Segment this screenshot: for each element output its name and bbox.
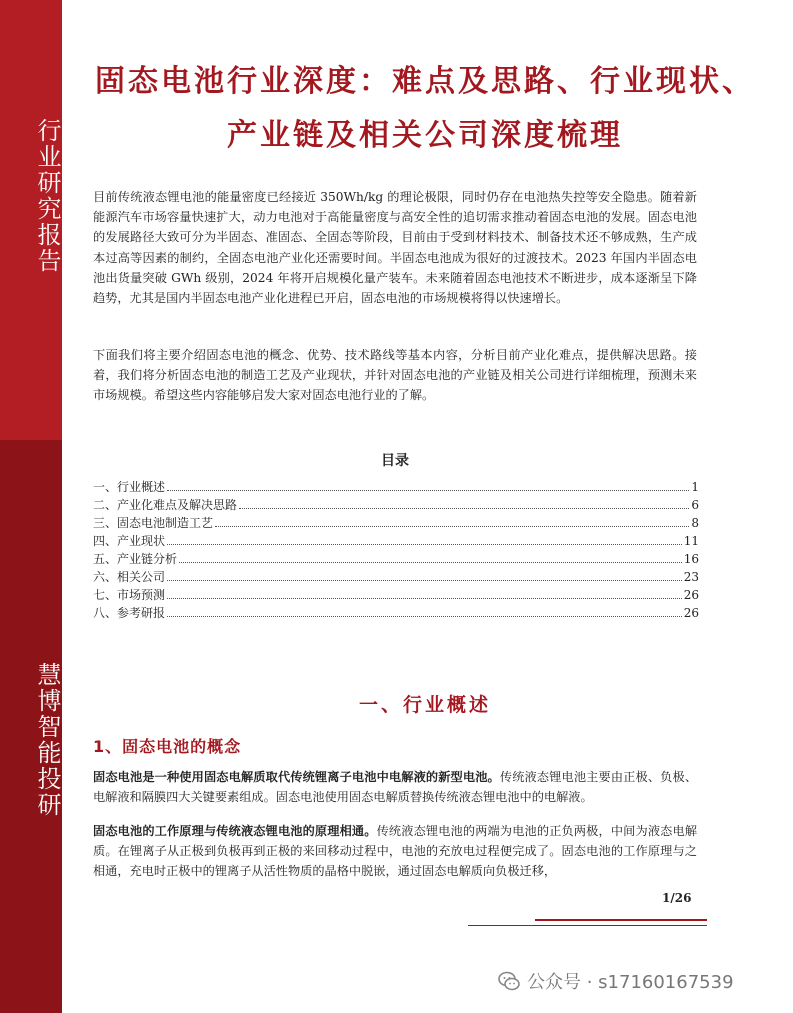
toc-item-supply-chain[interactable] [93, 550, 699, 568]
toc-item-label: 一、行业概述 [93, 480, 166, 494]
footer-rule-thin [468, 925, 707, 926]
toc-leader-dots [167, 490, 689, 491]
toc-leader-dots [179, 562, 682, 563]
toc-item-manufacturing[interactable] [93, 514, 699, 532]
table-of-contents [93, 478, 699, 622]
toc-item-page: 26 [683, 588, 699, 602]
body-paragraph-2 [93, 821, 697, 882]
wechat-watermark [497, 968, 734, 994]
intro-paragraph-2: 下面我们将主要介绍固态电池的概念、优势、技术路线等基本内容，分析目前产业化难点，提供解决思路。接着，我们将分析固态电池的制造工艺及产业现状，并针对固态电池的产业链及相关公司进行详细梳理，预测未来市场规模。希望这些内容能够启发大家对固态电池行业的了解。 [93, 348, 697, 403]
section-heading: 一、行业概述 [358, 694, 491, 716]
toc-leader-dots [167, 580, 682, 581]
footer-rule [535, 919, 707, 921]
toc-leader-dots [167, 544, 682, 545]
toc-item-difficulties[interactable] [93, 496, 699, 514]
page-number: 1/26 [662, 891, 692, 905]
toc-item-page: 1 [691, 480, 699, 494]
watermark-text: 公众号 · s17160167539 [527, 972, 734, 993]
toc-item-label: 四、产业现状 [93, 534, 166, 548]
toc-item-page: 8 [691, 516, 699, 530]
paragraph-lead: 固态电池是一种使用固态电解质取代传统锂离子电池中电解液的新型电池。 [93, 770, 500, 784]
subsection-heading: 1、固态电池的概念 [93, 737, 242, 756]
toc-item-page: 6 [691, 498, 699, 512]
report-title-line2: 产业链及相关公司深度梳理 [227, 118, 623, 153]
paragraph-body: 传统液态锂电池主要由正极、负极、电解液和隔膜四大关键要素组成。固态电池使用固态电解质替换传统液态锂电池中的电解液。 [93, 770, 698, 805]
toc-item-label: 七、市场预测 [93, 588, 166, 602]
report-title-line1: 固态电池行业深度：难点及思路、行业现状、 [95, 64, 755, 99]
sidebar [0, 0, 62, 1013]
wechat-icon [497, 969, 521, 993]
sidebar-report-type-label: 行业研究报告 [33, 118, 61, 274]
toc-item-page: 23 [683, 570, 699, 584]
toc-item-status[interactable] [93, 532, 699, 550]
paragraph-lead: 固态电池的工作原理与传统液态锂电池的原理相通。 [93, 824, 377, 838]
toc-item-label: 三、固态电池制造工艺 [93, 516, 214, 530]
toc-leader-dots [167, 616, 682, 617]
toc-leader-dots [215, 526, 689, 527]
toc-leader-dots [167, 598, 682, 599]
toc-item-page: 26 [683, 606, 699, 620]
toc-item-label: 五、产业链分析 [93, 552, 178, 566]
toc-item-forecast[interactable] [93, 586, 699, 604]
body-paragraph-1 [93, 767, 697, 807]
toc-item-references[interactable] [93, 604, 699, 622]
toc-item-label: 六、相关公司 [93, 570, 166, 584]
toc-item-label: 八、参考研报 [93, 606, 166, 620]
toc-item-label: 二、产业化难点及解决思路 [93, 498, 238, 512]
toc-item-companies[interactable] [93, 568, 699, 586]
toc-heading: 目录 [381, 453, 409, 469]
intro-paragraph-1: 目前传统液态锂电池的能量密度已经接近 350Wh/kg 的理论极限，同时仍存在电池热失控等安全隐患。随着新能源汽车市场容量快速扩大，动力电池对于高能量密度与高安全性的追切需求推动着固态电池的发展。固态电池的发展路径大致可分为半固态、准固态、全固态等阶段，目前由于受到材料技术、制备技术还不够成熟，生产成本过高等因素的制约，全固态电池产业化还需要时间。半固态电池成为很好的过渡技术。2023 年国内半固态电池出货量突破 GWh 级别，2024 年将开启规模化量产装车。未来随着固态电池技术不断进步，成本逐渐呈下降趋势，尤其是国内半固态电池产业化进程已开启，固态电池的市场规模将得以快速增长。 [93, 190, 697, 306]
sidebar-brand-label: 慧博智能投研 [33, 662, 61, 818]
toc-item-page: 11 [683, 534, 699, 548]
toc-item-overview[interactable] [93, 478, 699, 496]
toc-leader-dots [239, 508, 689, 509]
toc-item-page: 16 [683, 552, 699, 566]
paragraph-body: 传统液态锂电池的两端为电池的正负两极，中间为液态电解质。在锂离子从正极到负极再到正极的来回移动过程中，电池的充放电过程便完成了。固态电池的工作原理与之相通，充电时正极中的锂离子从活性物质的晶格中脱嵌，通过固态电解质向负极迁移， [93, 824, 698, 879]
